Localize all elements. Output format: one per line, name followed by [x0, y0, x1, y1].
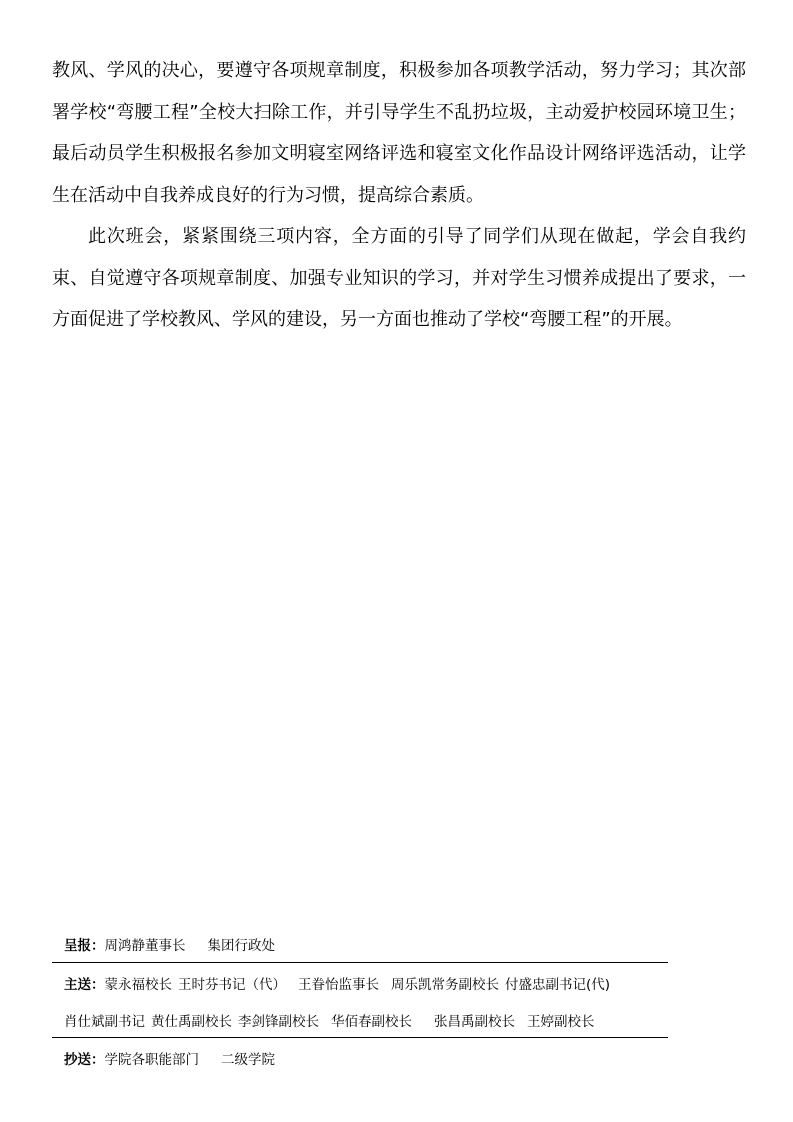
main-recipients-line-2 [64, 1010, 595, 1030]
copy-to-line [64, 1048, 275, 1068]
main-recipient: 王婷副校长 [527, 1014, 595, 1030]
main-recipient: 王眷怡监事长 [298, 977, 379, 993]
footer-divider-top [52, 962, 668, 963]
submit-to-recipient-2: 集团行政处 [207, 938, 275, 954]
main-recipient: 周乐凯常务副校长 [391, 977, 499, 993]
main-recipient: 张昌禹副校长 [434, 1014, 515, 1030]
main-recipient: 肖仕斌副书记 [64, 1014, 145, 1030]
main-recipient: 李剑锋副校长 [238, 1014, 319, 1030]
main-recipients-label: 主送： [64, 977, 105, 993]
submit-to-recipient-1: 周鸿静董事长 [104, 938, 186, 954]
main-recipient: 黄仕禹副校长 [151, 1014, 232, 1030]
main-recipient: 华佰春副校长 [331, 1014, 412, 1030]
body-paragraph-1: 教风、学风的决心，要遵守各项规章制度，积极参加各项教学活动，努力学习；其次部署学校“弯腰工程”全校大扫除工作，并引导学生不乱扔垃圾，主动爱护校园环境卫生；最后动员学生积极报名参加文明寝室网络评选和寝室文化作品设计网络评选活动，让学生在活动中自我养成良好的行为习惯，提高综合素质。 [52, 60, 746, 206]
main-recipient: 蒙永福校长 [104, 977, 172, 993]
main-recipients-line-1 [64, 973, 610, 993]
copy-to-recipient-1: 学院各职能部门 [104, 1052, 199, 1068]
copy-to-label: 抄送： [64, 1052, 105, 1068]
main-recipient: 付盛忠副书记(代) [505, 977, 611, 993]
submit-to-line [64, 934, 275, 954]
body-paragraph-2: 此次班会，紧紧围绕三项内容，全方面的引导了同学们从现在做起，学会自我约束、自觉遵守各项规章制度、加强专业知识的学习，并对学生习惯养成提出了要求，一方面促进了学校教风、学风的建设，另一方面也推动了学校“弯腰工程”的开展。 [52, 226, 746, 330]
submit-to-label: 呈报： [64, 938, 105, 954]
document-body [52, 50, 746, 341]
main-recipient: 王时芬书记（代） [178, 977, 286, 993]
footer-divider-bottom [52, 1037, 668, 1038]
copy-to-recipient-2: 二级学院 [221, 1052, 275, 1068]
